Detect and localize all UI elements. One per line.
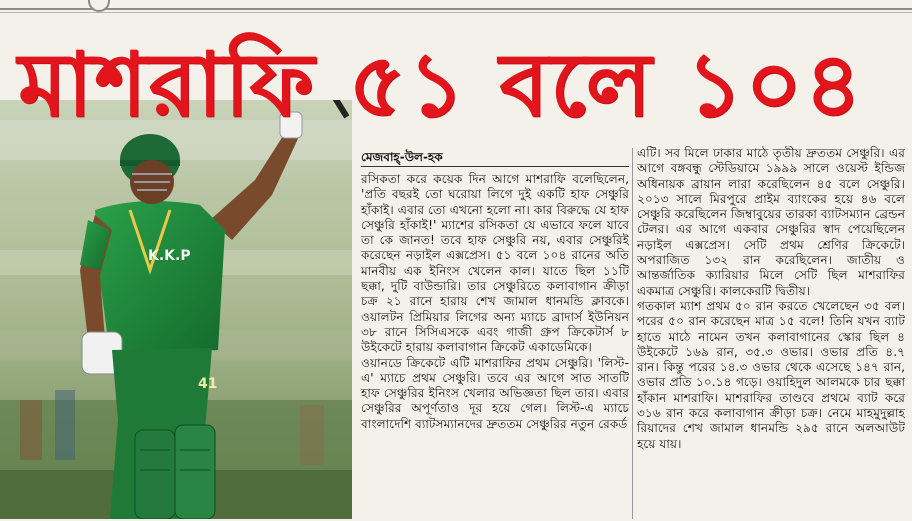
- column-divider: [632, 148, 633, 519]
- paragraph: এটি। সব মিলে ঢাকার মাঠে তৃতীয় দ্রুততম সেঞ্চুরি। এর আগে বঙ্গবন্ধু স্টেডিয়ামে ১৯৯৯ সালে ওয়েস্ট ইন্ডিজ অধিনায়ক ব্রায়ান লারা করেছিলেন ৪৫ বলে সেঞ্চুরি। ২০১৩ সালে মিরপুরে প্রাইম ব্যাংকের হয়ে ৪৬ বলে সেঞ্চুরি করেছিলেন জিম্বাবুয়ের তারকা ব্যাটসম্যান ব্রেন্ডন টেলর। এর আগে একবার সেঞ্চুরির স্বাদ পেয়েছিলেন নড়াইল এক্সপ্রেস। সেটি প্রথম শ্রেণির ক্রিকেটে। অপরাজিত ১৩২ রান করেছিলেন। জাতীয় ও আন্তর্জাতিক ক্যারিয়ার মিলে সেটি ছিল মাশরাফির একমাত্র সেঞ্চুরি। কালকেরটি দ্বিতীয়।: [637, 146, 905, 298]
- top-rule-secondary: [0, 12, 912, 13]
- article-photo: [0, 100, 352, 519]
- paragraph: রসিকতা করে কয়েক দিন আগে মাশরাফি বলেছিলেন, 'প্রতি বছরই তো ঘরোয়া লিগে দুই একটি হাফ সেঞ্চুরি হাঁকাই। এবার তো এখনো হলো না। কার বিরুদ্ধে যে হাফ সেঞ্চুরি হাঁকাই!' ম্যাশের রসিকতা যে এভাবে ফলে যাবে তা কে জানত! তবে হাফ সেঞ্চুরি নয়, এবার সেঞ্চুরিই করেছেন নড়াইল এক্সপ্রেস। ৫১ বলে ১০৪ রানের অতি মানবীয় এক ইনিংস খেলেন কাল। যাতে ছিল ১১টি ছক্কা, দুটি বাউন্ডারি। তার সেঞ্চুরিতে কলাবাগান ক্রীড়া চক্র ২১ রানে হারায় শেখ জামাল ধানমন্ডি ক্লাবকে। ওয়ালটন প্রিমিয়ার লিগের অন্য ম্যাচে ব্রাদার্স ইউনিয়ন ৩৮ রানে সিসিএসকে এবং গাজী গ্রুপ ক্রিকেটার্স ৮ উইকেটে হারায় কলাবাগান ক্রিকেট একাডেমিকে।: [361, 172, 629, 355]
- page-ornament: [88, 0, 110, 12]
- top-rule: [0, 8, 912, 10]
- byline: মেজবাহ্-উল-হক: [361, 148, 629, 167]
- headline: মাশরাফি ৫১ বলে ১০৪: [18, 33, 864, 136]
- article-column-2: [637, 146, 905, 518]
- jersey-text: K.K.P: [148, 248, 191, 264]
- article-column-1: [361, 172, 629, 521]
- jersey-number: 41: [198, 376, 218, 392]
- cricketer-illustration: [0, 100, 352, 519]
- paragraph: গতকাল ম্যাশ প্রথম ৫০ রান করতে খেলেছেন ৩৫ বল। পরের ৫০ রান করেছেন মাত্র ১৫ বলে! তিনি যখন ব্যাট হাতে মাঠে নামেন তখন কলাবাগানের স্কোর ছিল ৪ উইকেটে ১৬৯ রান, ৩৫.৩ ওভার। ওভার প্রতি ৪.৭ রান। কিন্তু পরের ১৪.৩ ওভার থেকে এসেছে ১৪৭ রান, ওভার প্রতি ১০.১৪ গড়ে। ওয়াহিদুল আলমকে চার ছক্কা হাঁকান মাশরাফি। মাশরাফির তাণ্ডবে প্রথমে ব্যাট করে ৩১৬ রান করে কলাবাগান ক্রীড়া চক্র। নেমে মাহমুদুল্লাহ রিয়াদের শেখ জামাল ধানমন্ডি ২৯৫ রানে অলআউট হয়ে যায়।: [637, 298, 905, 451]
- paragraph: ওয়ানডে ক্রিকেটে এটি মাশরাফির প্রথম সেঞ্চুরি। 'লিস্ট-এ' ম্যাচে প্রথম সেঞ্চুরি। তবে এর আগে সাত সাতটি হাফ সেঞ্চুরির ইনিংস খেলার অভিজ্ঞতা ছিল তার। এবার সেঞ্চুরির অপূর্ণতাও দূর হয়ে গেল। লিস্ট-এ ম্যাচে বাংলাদেশি ব্যাটসম্যানদের দ্রুততম সেঞ্চুরির নতুন রেকর্ড: [361, 355, 629, 431]
